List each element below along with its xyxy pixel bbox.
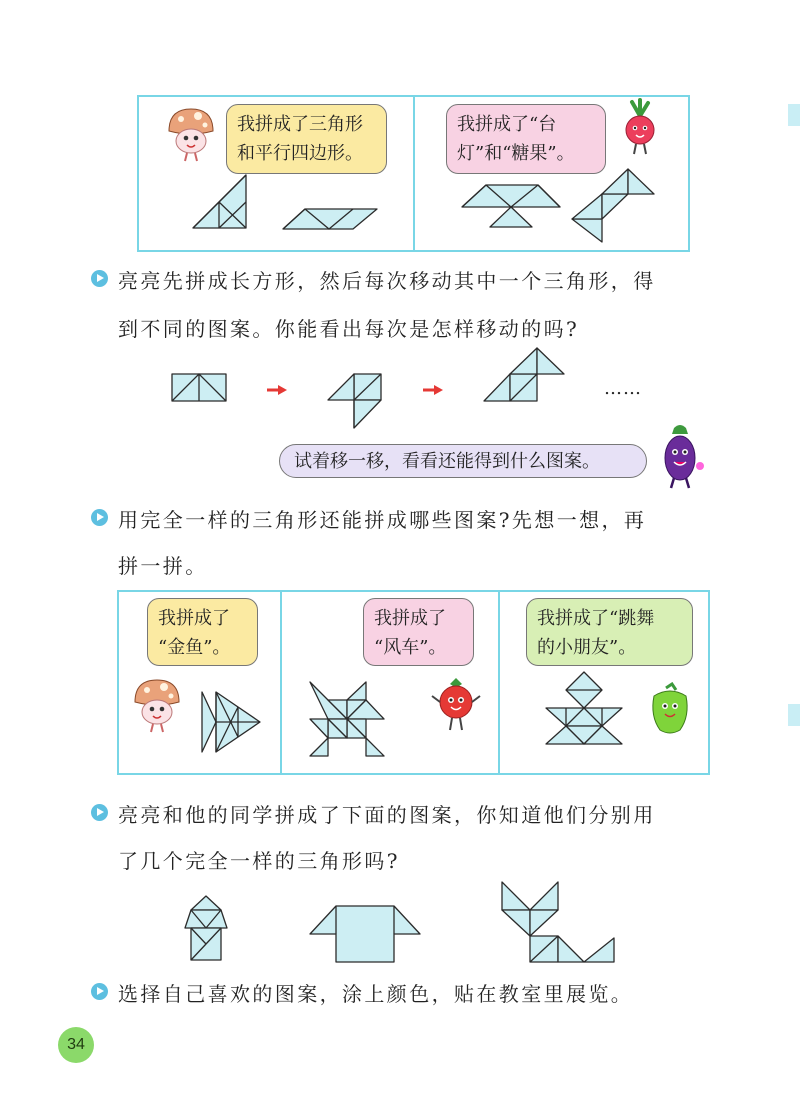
ellipsis: ……	[604, 378, 642, 399]
tangram-lamp	[460, 183, 562, 229]
bubble-line: “金鱼”。	[158, 637, 231, 658]
hint-text: 试着移一移，看看还能得到什么图案。	[294, 451, 600, 472]
tangram-cat	[500, 880, 616, 964]
bubble-line: 我拼成了三角形	[237, 114, 363, 135]
bubble-line: 我拼成了	[374, 608, 446, 629]
bubble-line: 我拼成了	[158, 608, 230, 629]
speech-bubble-dancing-kid	[526, 598, 693, 666]
play-bullet-icon	[91, 804, 108, 821]
panel-divider	[498, 592, 500, 773]
pepper-character	[646, 682, 694, 738]
bubble-line: 和平行四边形。	[237, 143, 363, 164]
play-bullet-icon	[91, 983, 108, 1000]
mushroom-character	[165, 105, 217, 163]
bubble-line: 的小朋友”。	[537, 637, 637, 658]
speech-bubble-goldfish	[147, 598, 258, 666]
red-arrow-icon	[422, 385, 444, 395]
side-tab-mark	[788, 104, 800, 126]
tangram-dancing-kid	[544, 670, 624, 760]
panel-divider	[413, 97, 415, 250]
radish-character	[616, 98, 664, 158]
tangram-table	[308, 904, 422, 964]
question-2-line-1: 用完全一样的三角形还能拼成哪些图案?先想一想，再	[118, 508, 647, 532]
tangram-step-3	[482, 346, 566, 404]
tomato-character	[428, 676, 484, 734]
page-number-badge: 34	[58, 1027, 94, 1063]
eggplant-character	[656, 422, 704, 490]
bubble-line: 灯”和“糖果”。	[457, 143, 575, 164]
tangram-rectangle	[170, 372, 230, 404]
play-bullet-icon	[91, 509, 108, 526]
mushroom-character	[131, 676, 183, 734]
tangram-big-triangle	[190, 173, 250, 231]
speech-bubble-windmill	[363, 598, 474, 666]
bubble-line: 我拼成了“跳舞	[537, 608, 655, 629]
tangram-parallelogram	[281, 207, 379, 231]
tangram-step-2	[326, 372, 384, 432]
play-bullet-icon	[91, 270, 108, 287]
speech-bubble-triangle-parallelogram	[226, 104, 387, 174]
bubble-line: 我拼成了“台	[457, 114, 557, 135]
side-tab-mark	[788, 704, 800, 726]
question-1-line-2: 到不同的图案。你能看出每次是怎样移动的吗?	[118, 317, 580, 341]
question-1-line-1: 亮亮先拼成长方形，然后每次移动其中一个三角形，得	[118, 269, 656, 293]
hint-bubble	[279, 444, 647, 478]
red-arrow-icon	[266, 385, 288, 395]
panel-divider	[280, 592, 282, 773]
bubble-line: “风车”。	[374, 637, 447, 658]
question-3-line-2: 了几个完全一样的三角形吗?	[118, 849, 400, 873]
tangram-windmill	[308, 680, 386, 758]
tangram-candy	[570, 164, 656, 244]
tangram-house	[183, 894, 229, 964]
tangram-goldfish	[200, 690, 262, 754]
question-3-line-1: 亮亮和他的同学拼成了下面的图案，你知道他们分别用	[118, 803, 656, 827]
question-2-line-2: 拼一拼。	[118, 554, 208, 578]
question-4-line-1: 选择自己喜欢的图案，涂上颜色，贴在教室里展览。	[118, 982, 634, 1006]
